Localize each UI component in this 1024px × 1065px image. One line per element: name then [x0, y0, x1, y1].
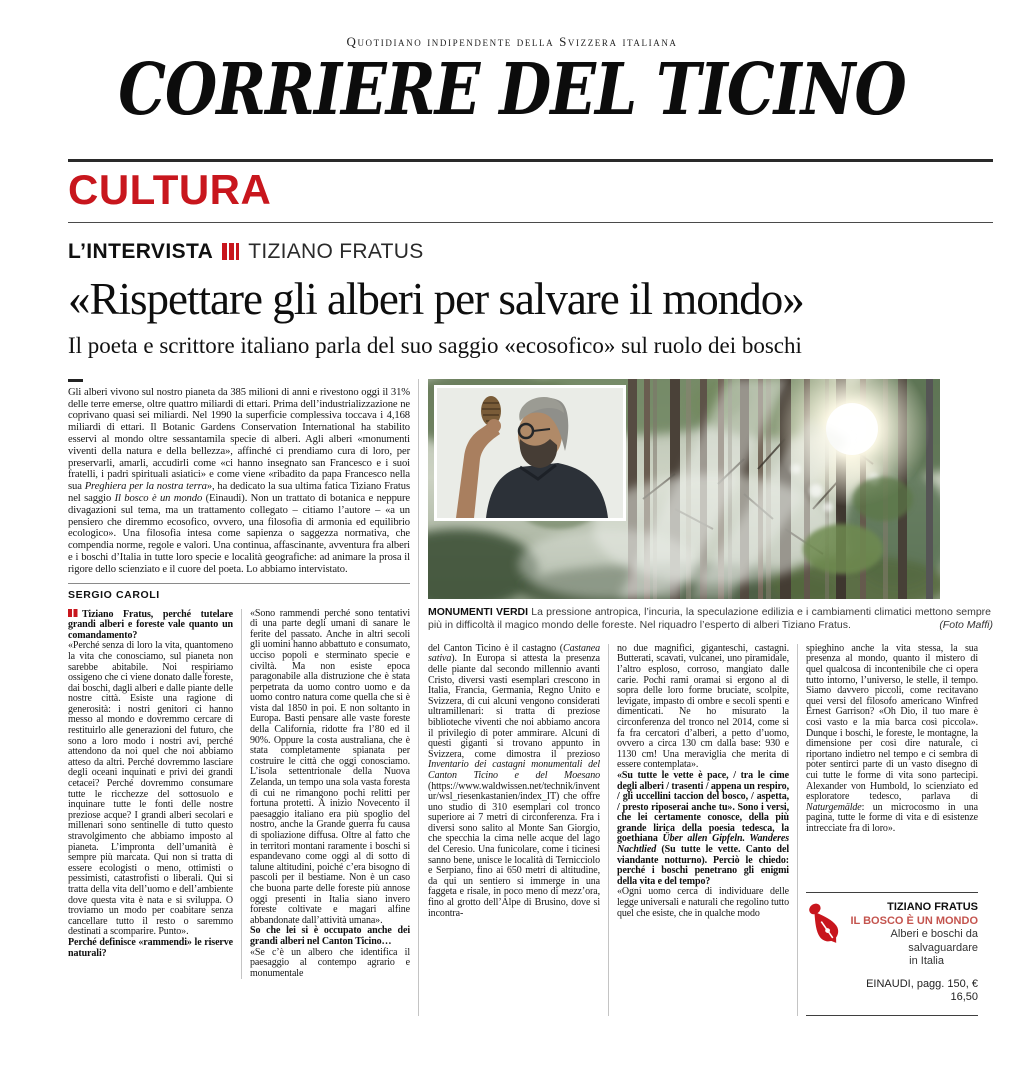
book-subtitle-line2: in Italia — [909, 955, 944, 968]
text-segment: (Einaudi). Non un trattato di botanica e neppure divagazioni sul tema, ma un trattamento collegato – citiamo l’autore – «a un pensiero che diremmo ecosofico, ovvero, una filosofia di armonia ed equilibrio ecologico». Una filosofia intesa come sapienza o saggezza normativa, che compendia norme, regole e valori. Una continua, affascinante, avventura fra alberi e i boschi d’Italia in tutte loro specie e località geografiche: ad animare la prosa il rigore dello scienziato e il cuore del poeta. Lo abbiamo intervistato. — [68, 492, 410, 575]
byline-rule — [68, 583, 410, 584]
text-segment: spieghino anche la vita stessa, la sua presenza al mondo, quanto il mistero di quel qualcosa di incontenibile che ci opera tutto intorno, l’universo, le stelle, il tempo. Siamo davvero piccoli, come recitavano quei versi del filosofo americano Winfred Ernest Garrison? «Oh Dio, il tuo mare è così vasto e la mia barca così piccola». Dunque i boschi, le foreste, le montagne, la dimensione per così dire naturale, ci riportano indietro nel tempo e ci sembra di poter sentirci parte di un vasto disegno di cui tutte le forme di vita sono partecipi. Alexander von Humbold, lo scienziato ed esploratore tedesco, parlava di — [806, 642, 978, 803]
newspaper-tagline: Quotidiano indipendente della Svizzera italiana — [346, 34, 678, 49]
right-column-zone — [419, 379, 993, 1016]
text-segment: Perché definisce «rammendi» le riserve naturali? — [68, 936, 233, 959]
text-segment: Il bosco è un mondo — [114, 492, 203, 504]
article-paragraph — [428, 644, 600, 919]
portrait-inset — [434, 385, 626, 521]
text-segment: (https://www.waldwissen.net/technik/inventur/wsl_riesenkastanien/index_IT) che offre uno studio di 310 esemplari col tronco superiore ai 7 metri di circonferenza. Fra i diversi sono salito al Monte San Giorgio, che specchia la cima nelle acque del lago del Ceresio. Una funicolare, come i ticinesi sanno bene, unisce le località di Ternicciolo e Serpiano, fino ai 650 metri di altitudine, da qui un sentiero si immerge in una faggeta e risale, in poco meno di mezz’ora, fino al grotto dell’Alpe di Brusino, dove si incontra- — [428, 780, 600, 919]
text-segment: : un microcosmo in una pagina, tutte le forme di vita e di esistenze intrecciate fra di loro». — [806, 801, 978, 834]
article-headline: «Rispettare gli alberi per salvare il mondo» — [68, 274, 804, 325]
article-paragraph — [617, 644, 789, 771]
text-segment: ). In Europa si attesta la presenza delle piante dal secondo millennio avanti Cristo, diversi vasti esemplari crescono in Italia, Francia, Germania, Regno Unito e Svizzera, di cui alcuni vengono considerati ultramillenari: si tratta di preziose biblioteche viventi che noi abbiamo ancora il privilegio di poter ammirare. Alcuni di questi giganti si trovano appunto in Svizzera, come dimostra il prezioso — [428, 653, 600, 760]
text-segment: del Canton Ticino è il castagno ( — [428, 642, 564, 654]
red-bars-icon — [222, 243, 239, 260]
article-column-5-text — [806, 644, 978, 835]
text-segment: «Sono rammendi perché sono tentativi di una parte degli umani di sanare le ferite del passato. Anche in altri secoli gli uomini hanno abbattuto e consumato, ucciso popoli e sterminato specie e civiltà. Ma non esiste epoca paragonabile alla distruzione che è stata perpetrata da uomo contro uomo e da uomo contro natura come quella che si è vista dal 1850 in poi. E non soltanto in Europa. Basti pensare alle vaste foreste della California, ridotte fra l’80 ed il 90%. Oppure la costa australiana, che è stata completamente spianata per costruire le città che oggi conosciamo. L’isola settentrionale della Nuova Zelanda, un tempo una sola vasta foresta di cui ne rimangono pochi relitti per fortuna protetti. A inizio Novecento il paesaggio italiano era più spoglio del nostro, anche la Grande guerra fu causa di spoliazione diffusa. Oltre al fatto che in territori montani raramente i boschi si espandevano come oggi al di sotto di talune altitudini, poiché c’era bisogno di pascoli per il bestiame. Non è un caso che buona parte delle foreste più annose oggi presenti in Italia siano invero foreste coltivate e magari alfine abbandonate dall’attività umana». — [250, 607, 410, 926]
section-rule-bottom — [68, 222, 993, 223]
text-segment: Naturgemälde — [806, 801, 862, 813]
text-segment: Preghiera per la nostra terra — [84, 481, 207, 493]
book-title: IL BOSCO È UN MONDO — [850, 914, 978, 927]
text-segment: (Su tutte le vette. Canto del viandante notturno). Perciò le chiedo: perché i boschi penetrano gli enigmi della vita e del tempo? — [617, 844, 789, 887]
text-segment: «Se c’è un albero che identifica il paesaggio al contempo agrario e monumentale — [250, 946, 410, 979]
kicker — [68, 241, 993, 262]
section-title: CULTURA — [68, 166, 272, 213]
interview-question — [617, 771, 789, 888]
text-segment: Gli alberi vivono sul nostro pianeta da 385 milioni di anni e rivestono oggi il 31% delle terre emerse, oltre quattro miliardi di ettari. Prima dell’industrializzazione ne coprivano quasi sei miliardi. Nel 1990 la superficie complessiva toccava i 4,168 miliardi di ettari. Il Botanic Gardens Conservation International ha stabilito esservi al mondo oltre sessantamila specie di alberi. Agli alberi «monumenti viventi della natura e della bellezza», affinché ci prendiamo cura di loro, per preservarli, amarli, accudirli come «ci hanno insegnato san Francesco e i suoi fratelli, i padri spirituali asiatici» e come viene «ribadito da papa Francesco nella sua — [68, 386, 410, 493]
byline: SERGIO CAROLI — [68, 588, 160, 601]
article-column-3 — [428, 644, 609, 1016]
book-info-box — [806, 892, 978, 1016]
text-segment: no due magnifici, giganteschi, castagni. Butterati, scavati, vulcanei, uno piramidale, l’altro esploso, corroso, mangiato dalle carie. Pochi rami oramai si ergono al di sopra delle loro forme bruciate, scolpite, levigate, impasto di ombre e secoli spenti e dimenticati. Ne ho misurato la circonferenza del tronco nel 2014, come si fa fra cercatori d’alberi, a petto d’uomo, ovvero a circa 130 cm dalla base: 930 e 1130 cm! Una meraviglia che merita di essere contemplata». — [617, 642, 789, 771]
text-segment: Castanea sativa — [428, 642, 600, 665]
forest-photo — [428, 379, 993, 599]
kicker-subject: TIZIANO FRATUS — [248, 240, 424, 264]
photo-credit: (Foto Maffi) — [933, 619, 993, 632]
left-column-zone — [68, 379, 419, 1016]
kicker-label: L’INTERVISTA — [68, 240, 214, 264]
interview-question — [250, 926, 410, 947]
section-rule-top — [68, 159, 993, 162]
book-details — [844, 901, 978, 1005]
qa-column-1 — [68, 609, 242, 980]
text-segment: So che lei si è occupato anche dei grandi alberi nel Canton Ticino… — [250, 925, 410, 947]
article-column-4 — [609, 644, 798, 1016]
newspaper-title: CORRIERE DEL TICINO — [118, 49, 906, 132]
lead-paragraph — [68, 387, 410, 576]
text-segment: », ha dedicato la sua ultima fatica Tiziano Fratus nel saggio — [68, 481, 410, 504]
question-marker-icon — [68, 609, 78, 617]
article-paragraph — [250, 609, 410, 927]
article-columns — [428, 644, 993, 1016]
article-column-5 — [798, 644, 978, 1016]
caption-text: La pressione antropica, l’incuria, la speculazione edilizia e i cambiamenti climatici mettono sempre più in difficoltà il magico mondo delle foreste. Nel riquadro l’esperto di alberi Tiziano Fratus. — [428, 605, 991, 631]
text-segment: Inventario dei castagni monumentali del Canton Ticino e del Moesano — [428, 759, 600, 781]
caption-label: MONUMENTI VERDI — [428, 605, 529, 618]
article-paragraph — [617, 887, 789, 919]
article-paragraph — [68, 641, 233, 938]
article-paragraph — [250, 948, 410, 980]
book-subtitle-line1: Alberi e boschi da salvaguardare — [890, 928, 978, 954]
content-container — [68, 159, 993, 1016]
qa-columns — [68, 609, 410, 980]
interview-question — [68, 609, 233, 642]
book-author: TIZIANO FRATUS — [887, 901, 978, 914]
text-segment: «Ogni uomo cerca di individuare delle legge universali e naturali che regolino tutto quel che esiste, che in qualche modo — [617, 886, 790, 919]
forest-photo-illustration — [428, 379, 940, 599]
text-segment: Über allen Gipfeln. Wanderes Nachtlied — [617, 833, 790, 856]
article-paragraph — [68, 387, 410, 576]
masthead-area — [0, 34, 1024, 132]
pen-nib-icon — [806, 901, 844, 952]
book-publisher: EINAUDI, pagg. 150, € 16,50 — [866, 977, 978, 1004]
lead-tick-rule — [68, 379, 83, 382]
article-body — [68, 379, 993, 1016]
qa-column-2 — [242, 609, 410, 980]
article-subhead: Il poeta e scrittore italiano parla del suo saggio «ecosofico» sul ruolo dei boschi — [68, 332, 802, 358]
text-segment: Tiziano Fratus, perché tutelare grandi alberi e foreste vale quanto un comandamento? — [68, 608, 233, 641]
text-segment: «Perché senza di loro la vita, quantomeno la vita che conosciamo, sul pianeta non sarebbe abitabile. Noi respiriamo ossigeno che ci viene donato dalle foreste, dai boschi, dagli alberi e dalle piante delle nostre città. Esiste una ragione di generosità: i nostri genitori ci hanno messo al mondo e dovremmo cercare di restituirlo alle generazioni del futuro, che sono a loro modo i nostri avi, perché attendono da noi quel che noi abbiamo atteso da altri. Perché dovremmo lasciare degli oceani inquinati e privi dei grandi cetacei? Perché dovremmo consumare tutte le ricchezze del sottosuolo e inquinare tutte le fonti delle nostre preziose acque? I grandi alberi secolari e millenari sono sentinelle di tutto questo stravolgimento che abbiamo imposto al pianeta. L’impronta dell’umanità è sempre più marcata. Qui non si tratta di essere ecologisti o meno, ottimisti o pessimisti, catastrofisti o liberali. Qui si tratta della vita dell’uomo e dell’ambiente dove questa vita è nata e si sviluppa. O troviamo un modo per coabitare senza cancellare tutto il resto o saremmo destinati a scomparire. Punto». — [68, 640, 233, 938]
text-segment: «Su tutte le vette è pace, / tra le cime degli alberi / trasenti / appena un respiro, / gli uccellini taccion del bosco, / aspetta, / presto riposerai anche tu». Sono i versi, che lei certamente conosce, della più grande lirica della poesia tedesca, la goethiana — [617, 769, 789, 845]
photo-caption — [428, 606, 993, 632]
article-paragraph — [806, 644, 978, 835]
interview-question — [68, 938, 233, 959]
